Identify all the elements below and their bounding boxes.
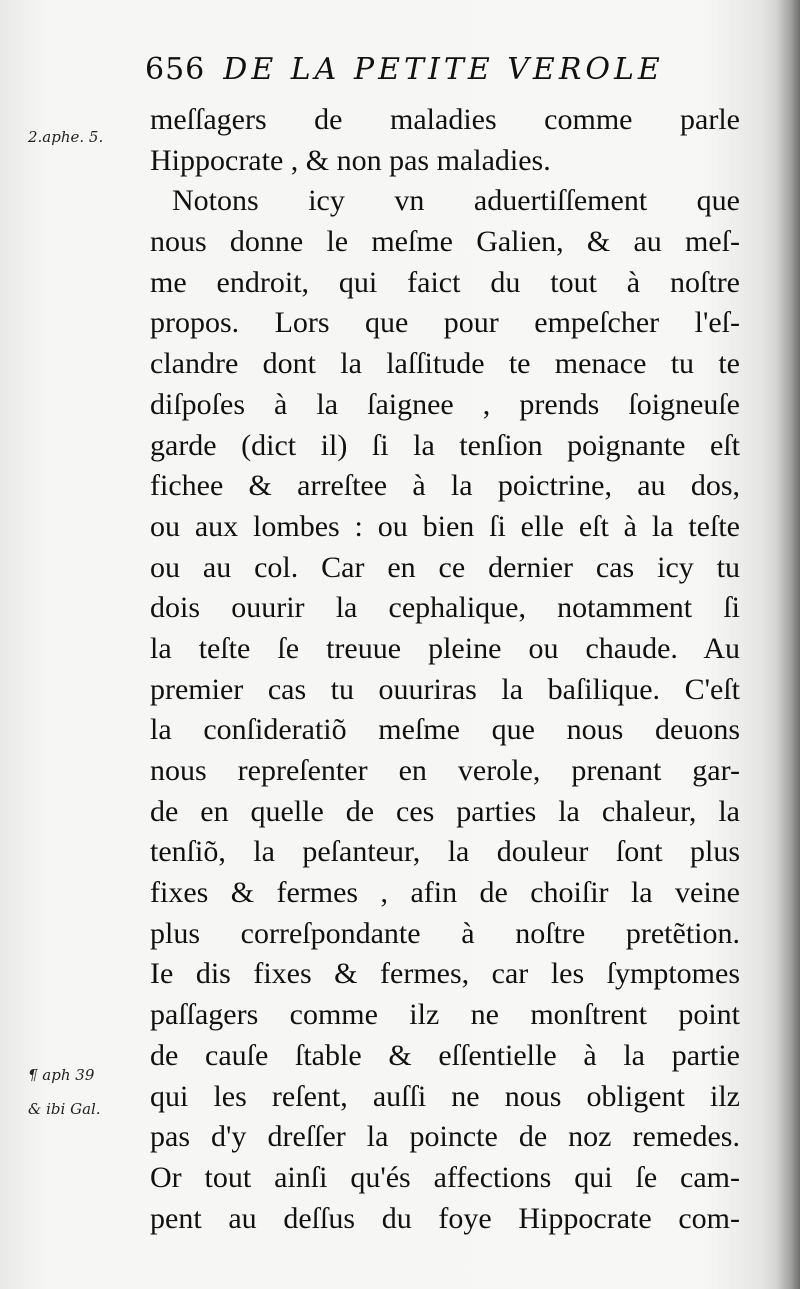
margin-note-aphorism-39: ¶ aph 39: [28, 1066, 95, 1084]
text-line: garde (dict il) ſi la tenſion poignante eſt: [150, 428, 740, 462]
page-edge-shadow: [776, 0, 800, 1289]
text-line: pas d'y dreſſer la poincte de noz remedes.: [150, 1120, 740, 1154]
text-line: fixes & fermes , afin de choiſir la veine: [150, 876, 740, 910]
text-line: la conſideratiõ meſme que nous deuons: [150, 713, 740, 747]
text-line: meſſagers de maladies comme parle: [150, 103, 740, 136]
text-line: fichee & arreſtee à la poictrine, au dos,: [150, 469, 740, 503]
text-line: Notons icy vn aduertiſſement que: [172, 184, 740, 218]
text-line: dois ouurir la cephalique, notamment ſi: [150, 591, 740, 625]
text-line: pent au deſſus du foye Hippocrate com-: [150, 1201, 740, 1235]
text-line: ou au col. Car en ce dernier cas icy tu: [150, 550, 740, 584]
text-line: de en quelle de ces parties la chaleur, la: [150, 794, 740, 828]
body-text: [150, 100, 740, 1239]
text-line: premier cas tu ouuriras la baſilique. C'eſt: [150, 672, 740, 706]
running-header: [145, 48, 725, 92]
text-line: tenſiõ, la peſanteur, la douleur ſont plus: [150, 835, 740, 869]
text-line: plus correſpondante à noſtre pretẽtion.: [150, 916, 740, 950]
margin-note-aphorism: 2.aphe. 5.: [28, 128, 104, 146]
text-line: nous repreſenter en verole, prenant gar-: [150, 754, 740, 787]
text-line: ou aux lombes : ou bien ſi elle eſt à la teſte: [150, 509, 740, 543]
text-line: nous donne le meſme Galien, & au meſ-: [150, 225, 740, 259]
text-line: me endroit, qui faict du tout à noſtre: [150, 265, 740, 299]
text-line: la teſte ſe treuue pleine ou chaude. Au: [150, 631, 740, 665]
text-line: qui les reſent, auſſi ne nous obligent ilz: [150, 1079, 740, 1113]
text-line: propos. Lors que pour empeſcher l'eſ-: [150, 306, 740, 340]
text-line: paſſagers comme ilz ne monſtrent point: [150, 998, 740, 1032]
text-line: de cauſe ſtable & eſſentielle à la partie: [150, 1038, 740, 1072]
text-line: Hippocrate , & non pas maladies.: [150, 143, 551, 177]
text-line: Ie dis fixes & fermes, car les ſymptomes: [150, 957, 740, 991]
text-line: diſpoſes à la ſaignee , prends ſoigneuſe: [150, 387, 740, 421]
page-number: 656: [145, 52, 206, 87]
margin-note-galen: & ibi Gal.: [28, 1100, 101, 1118]
running-title: DE LA PETITE VEROLE: [223, 52, 664, 87]
text-line: Or tout ainſi qu'és affections qui ſe cam-: [150, 1160, 740, 1194]
text-line: clandre dont la laſſitude te menace tu te: [150, 347, 740, 381]
